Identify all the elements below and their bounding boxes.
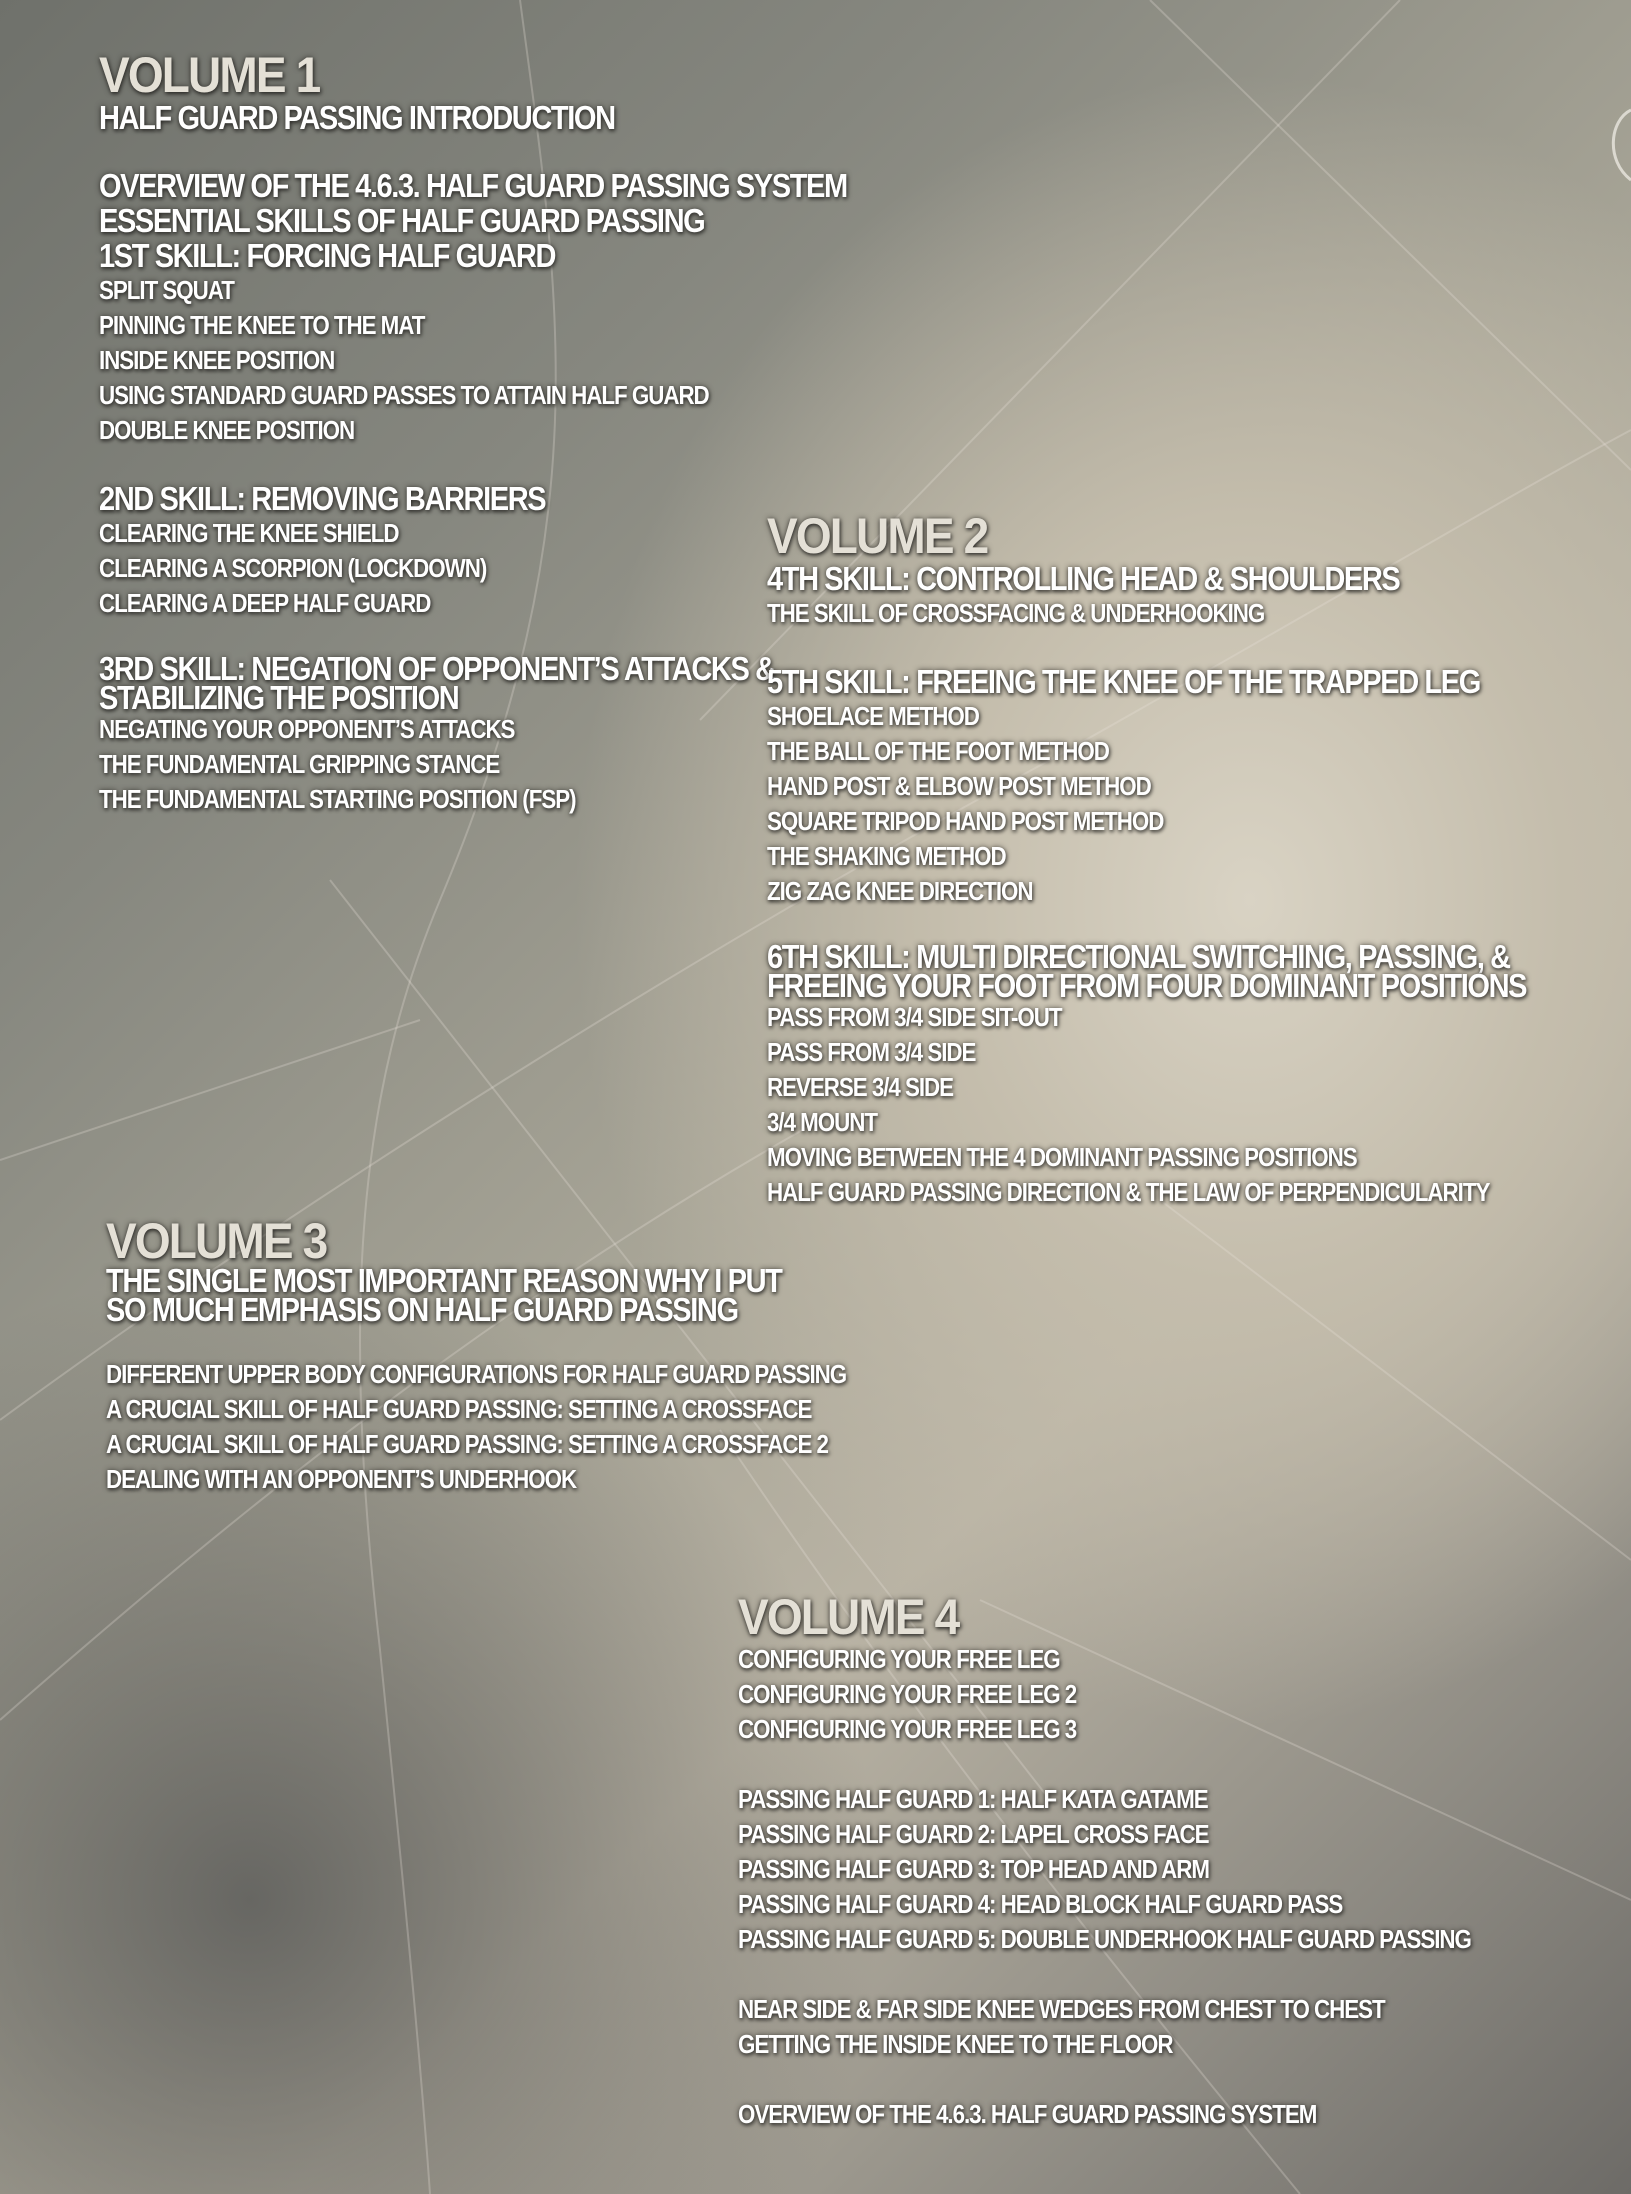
volume-3-heading: SO MUCH EMPHASIS ON HALF GUARD PASSING [106,1291,738,1328]
list-item: THE FUNDAMENTAL STARTING POSITION (FSP) [99,784,576,814]
list-item: ZIG ZAG KNEE DIRECTION [767,876,1033,906]
skill-heading: FREEING YOUR FOOT FROM FOUR DOMINANT POSITIONS [767,967,1527,1004]
list-item: PASSING HALF GUARD 1: HALF KATA GATAME [738,1784,1208,1814]
volume-1-heading: ESSENTIAL SKILLS OF HALF GUARD PASSING [99,202,705,239]
list-item: CONFIGURING YOUR FREE LEG [738,1644,1060,1674]
list-item: CLEARING THE KNEE SHIELD [99,518,399,548]
list-item: PASSING HALF GUARD 3: TOP HEAD AND ARM [738,1854,1209,1884]
volume-1-subtitle: HALF GUARD PASSING INTRODUCTION [99,99,615,136]
list-item: PASSING HALF GUARD 2: LAPEL CROSS FACE [738,1819,1209,1849]
list-item: USING STANDARD GUARD PASSES TO ATTAIN HALF GUARD [99,380,709,410]
volume-3-heading: THE SINGLE MOST IMPORTANT REASON WHY I PUT [106,1262,782,1299]
list-item: PASS FROM 3/4 SIDE [767,1037,976,1067]
list-item: OVERVIEW OF THE 4.6.3. HALF GUARD PASSING SYSTEM [738,2099,1317,2129]
skill-heading: 6TH SKILL: MULTI DIRECTIONAL SWITCHING, PASSING, & [767,938,1510,975]
volume-1-heading: 1ST SKILL: FORCING HALF GUARD [99,237,556,274]
list-item: PASSING HALF GUARD 5: DOUBLE UNDERHOOK HALF GUARD PASSING [738,1924,1471,1954]
list-item: SPLIT SQUAT [99,275,234,305]
volume-2-section [767,508,1630,1210]
list-item: 3/4 MOUNT [767,1107,877,1137]
volume-3-section [106,1213,967,1497]
volume-2-title: VOLUME 2 [767,508,988,564]
list-item: THE BALL OF THE FOOT METHOD [767,736,1109,766]
list-item: A CRUCIAL SKILL OF HALF GUARD PASSING: SETTING A CROSSFACE 2 [106,1429,828,1459]
volume-1-title: VOLUME 1 [99,47,320,103]
list-item: PASSING HALF GUARD 4: HEAD BLOCK HALF GUARD PASS [738,1889,1343,1919]
list-item: CLEARING A DEEP HALF GUARD [99,588,431,618]
skill-heading: 2ND SKILL: REMOVING BARRIERS [99,480,546,517]
list-item: SHOELACE METHOD [767,701,979,731]
volume-4-section [738,1589,1590,2132]
list-item: THE FUNDAMENTAL GRIPPING STANCE [99,749,500,779]
list-item: GETTING THE INSIDE KNEE TO THE FLOOR [738,2029,1173,2059]
list-item: PASS FROM 3/4 SIDE SIT-OUT [767,1002,1062,1032]
volume-3-title: VOLUME 3 [106,1213,327,1269]
list-item: CLEARING A SCORPION (LOCKDOWN) [99,553,487,583]
list-item: NEGATING YOUR OPPONENT’S ATTACKS [99,714,515,744]
list-item: THE SHAKING METHOD [767,841,1006,871]
list-item: MOVING BETWEEN THE 4 DOMINANT PASSING POSITIONS [767,1142,1357,1172]
volume-4-title: VOLUME 4 [738,1589,959,1645]
list-item: THE SKILL OF CROSSFACING & UNDERHOOKING [767,598,1265,628]
skill-heading: STABILIZING THE POSITION [99,679,459,716]
skill-heading: 5TH SKILL: FREEING THE KNEE OF THE TRAPPED LEG [767,663,1480,700]
list-item: CONFIGURING YOUR FREE LEG 2 [738,1679,1077,1709]
list-item: A CRUCIAL SKILL OF HALF GUARD PASSING: SETTING A CROSSFACE [106,1394,812,1424]
skill-heading: 3RD SKILL: NEGATION OF OPPONENT’S ATTACKS & [99,650,775,687]
list-item: PINNING THE KNEE TO THE MAT [99,310,425,340]
list-item: HAND POST & ELBOW POST METHOD [767,771,1151,801]
list-item: REVERSE 3/4 SIDE [767,1072,954,1102]
list-item: CONFIGURING YOUR FREE LEG 3 [738,1714,1077,1744]
list-item: NEAR SIDE & FAR SIDE KNEE WEDGES FROM CHEST TO CHEST [738,1994,1385,2024]
list-item: DIFFERENT UPPER BODY CONFIGURATIONS FOR HALF GUARD PASSING [106,1359,847,1389]
list-item: HALF GUARD PASSING DIRECTION & THE LAW OF PERPENDICULARITY [767,1177,1490,1207]
list-item: DEALING WITH AN OPPONENT’S UNDERHOOK [106,1464,577,1494]
list-item: INSIDE KNEE POSITION [99,345,335,375]
list-item: SQUARE TRIPOD HAND POST METHOD [767,806,1164,836]
skill-heading: 4TH SKILL: CONTROLLING HEAD & SHOULDERS [767,560,1400,597]
list-item: DOUBLE KNEE POSITION [99,415,355,445]
volume-1-heading: OVERVIEW OF THE 4.6.3. HALF GUARD PASSING SYSTEM [99,167,847,204]
